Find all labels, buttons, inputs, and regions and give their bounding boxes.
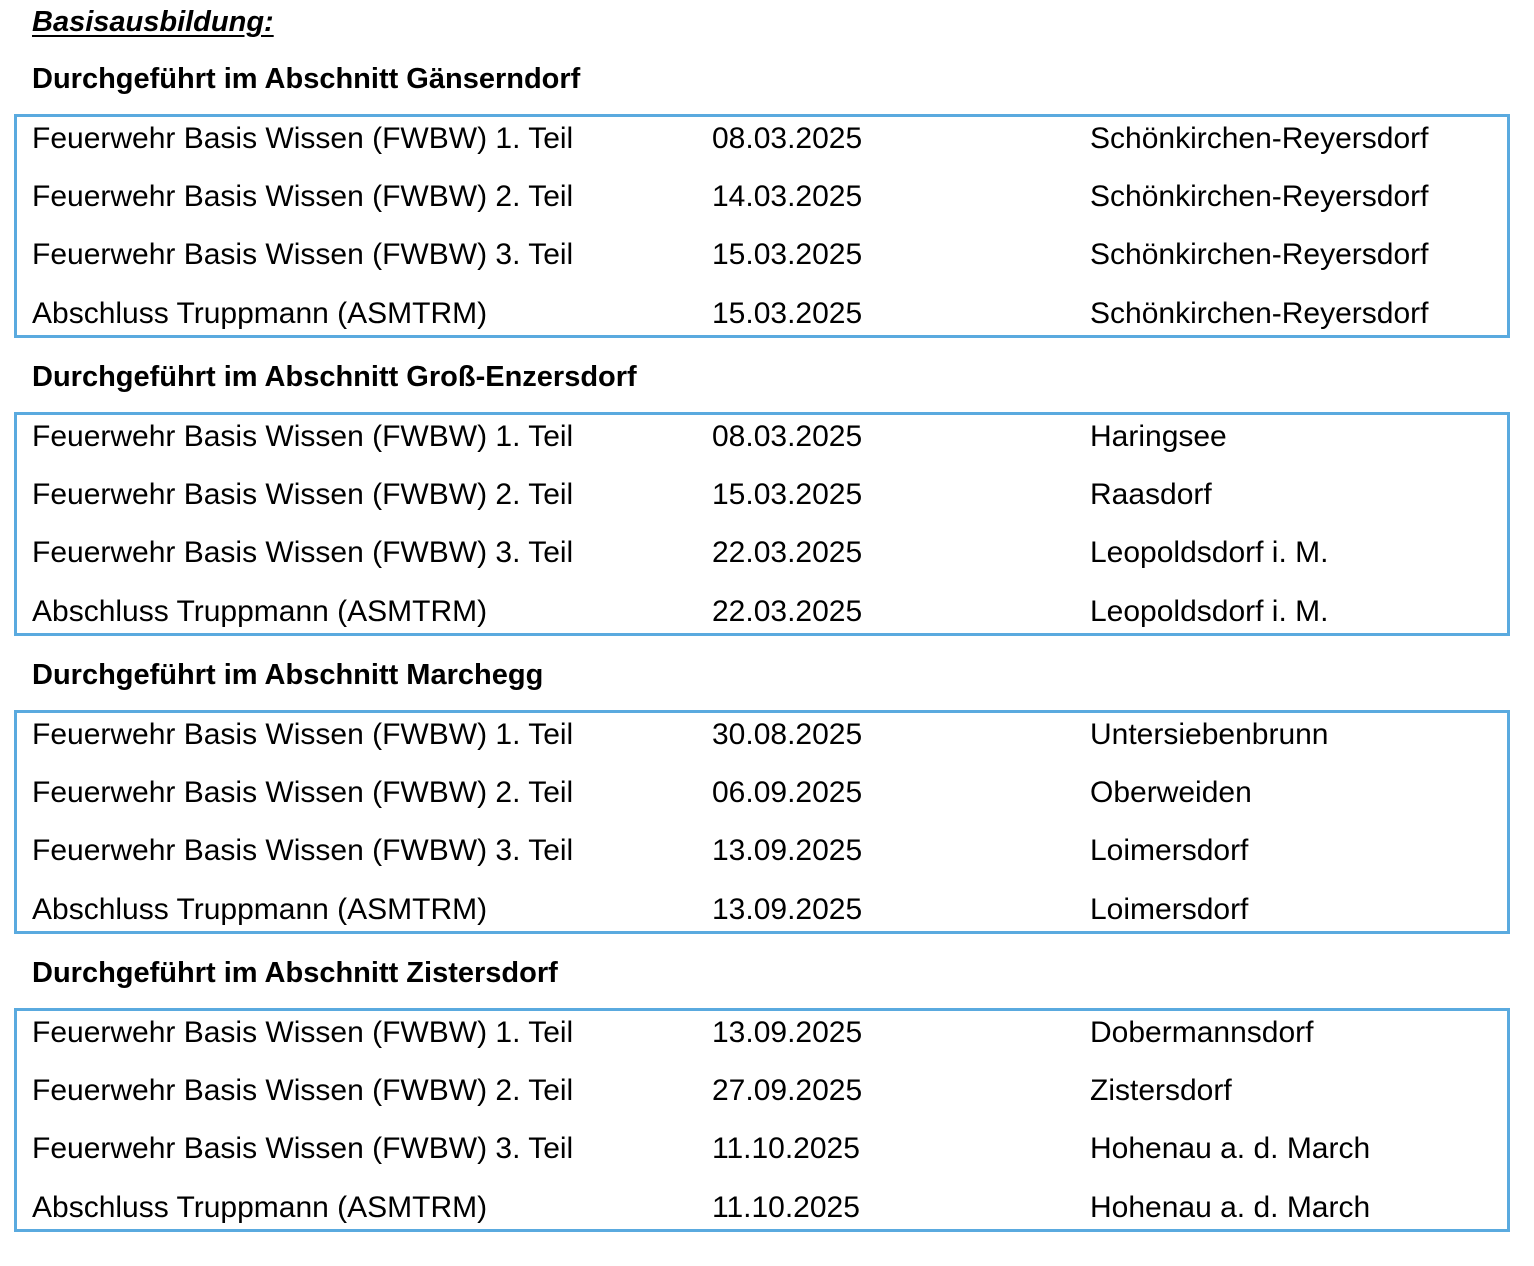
table-row xyxy=(17,1129,1507,1187)
course-table-gaenserndorf xyxy=(14,114,1510,338)
course-location: Dobermannsdorf xyxy=(1090,1016,1314,1049)
table-row xyxy=(17,592,1507,650)
course-date: 08.03.2025 xyxy=(712,420,863,453)
course-location: Untersiebenbrunn xyxy=(1090,718,1329,751)
course-date: 22.03.2025 xyxy=(712,536,863,569)
table-row xyxy=(17,235,1507,293)
course-name: Abschluss Truppmann (ASMTRM) xyxy=(32,595,488,628)
table-row xyxy=(17,831,1507,889)
course-name: Feuerwehr Basis Wissen (FWBW) 2. Teil xyxy=(32,1074,574,1107)
course-name: Feuerwehr Basis Wissen (FWBW) 3. Teil xyxy=(32,834,574,867)
course-date: 27.09.2025 xyxy=(712,1074,863,1107)
table-row xyxy=(17,1013,1507,1071)
course-name: Feuerwehr Basis Wissen (FWBW) 1. Teil xyxy=(32,1016,574,1049)
course-location: Schönkirchen-Reyersdorf xyxy=(1090,238,1429,271)
table-row xyxy=(17,1071,1507,1129)
course-table-gross-enzersdorf xyxy=(14,412,1510,636)
course-table-marchegg xyxy=(14,710,1510,934)
table-row xyxy=(17,890,1507,948)
course-date: 06.09.2025 xyxy=(712,776,863,809)
course-location: Leopoldsdorf i. M. xyxy=(1090,595,1329,628)
course-name: Feuerwehr Basis Wissen (FWBW) 3. Teil xyxy=(32,238,574,271)
course-location: Oberweiden xyxy=(1090,776,1252,809)
course-location: Leopoldsdorf i. M. xyxy=(1090,536,1329,569)
table-row xyxy=(17,177,1507,235)
table-row xyxy=(17,1188,1507,1246)
table-row xyxy=(17,773,1507,831)
table-row xyxy=(17,294,1507,352)
course-name: Feuerwehr Basis Wissen (FWBW) 2. Teil xyxy=(32,776,574,809)
course-location: Hohenau a. d. March xyxy=(1090,1191,1371,1224)
course-location: Loimersdorf xyxy=(1090,834,1249,867)
course-name: Feuerwehr Basis Wissen (FWBW) 2. Teil xyxy=(32,478,574,511)
table-row xyxy=(17,417,1507,475)
course-location: Zistersdorf xyxy=(1090,1074,1232,1107)
course-date: 13.09.2025 xyxy=(712,893,863,926)
course-date: 30.08.2025 xyxy=(712,718,863,751)
course-date: 13.09.2025 xyxy=(712,1016,863,1049)
course-location: Haringsee xyxy=(1090,420,1227,453)
page-title: Basisausbildung: xyxy=(32,6,274,38)
section-heading-marchegg: Durchgeführt im Abschnitt Marchegg xyxy=(32,659,544,691)
course-table-zistersdorf xyxy=(14,1008,1510,1232)
course-name: Feuerwehr Basis Wissen (FWBW) 3. Teil xyxy=(32,1132,574,1165)
course-location: Raasdorf xyxy=(1090,478,1212,511)
section-heading-zistersdorf: Durchgeführt im Abschnitt Zistersdorf xyxy=(32,957,558,989)
course-date: 08.03.2025 xyxy=(712,122,863,155)
course-date: 11.10.2025 xyxy=(712,1191,860,1224)
course-name: Abschluss Truppmann (ASMTRM) xyxy=(32,1191,488,1224)
section-heading-gross-enzersdorf: Durchgeführt im Abschnitt Groß-Enzersdorf xyxy=(32,361,637,393)
table-row xyxy=(17,475,1507,533)
course-date: 22.03.2025 xyxy=(712,595,863,628)
table-row xyxy=(17,715,1507,773)
course-location: Schönkirchen-Reyersdorf xyxy=(1090,297,1429,330)
course-name: Feuerwehr Basis Wissen (FWBW) 1. Teil xyxy=(32,420,574,453)
course-name: Feuerwehr Basis Wissen (FWBW) 1. Teil xyxy=(32,718,574,751)
course-name: Feuerwehr Basis Wissen (FWBW) 2. Teil xyxy=(32,180,574,213)
course-location: Schönkirchen-Reyersdorf xyxy=(1090,180,1429,213)
section-heading-gaenserndorf: Durchgeführt im Abschnitt Gänserndorf xyxy=(32,63,581,95)
course-location: Loimersdorf xyxy=(1090,893,1249,926)
course-date: 15.03.2025 xyxy=(712,238,863,271)
course-name: Abschluss Truppmann (ASMTRM) xyxy=(32,893,488,926)
course-name: Feuerwehr Basis Wissen (FWBW) 3. Teil xyxy=(32,536,574,569)
course-date: 15.03.2025 xyxy=(712,478,863,511)
course-location: Schönkirchen-Reyersdorf xyxy=(1090,122,1429,155)
course-name: Abschluss Truppmann (ASMTRM) xyxy=(32,297,488,330)
table-row xyxy=(17,533,1507,591)
course-date: 14.03.2025 xyxy=(712,180,863,213)
course-location: Hohenau a. d. March xyxy=(1090,1132,1371,1165)
course-date: 11.10.2025 xyxy=(712,1132,860,1165)
course-name: Feuerwehr Basis Wissen (FWBW) 1. Teil xyxy=(32,122,574,155)
course-date: 15.03.2025 xyxy=(712,297,863,330)
course-date: 13.09.2025 xyxy=(712,834,863,867)
table-row xyxy=(17,119,1507,177)
